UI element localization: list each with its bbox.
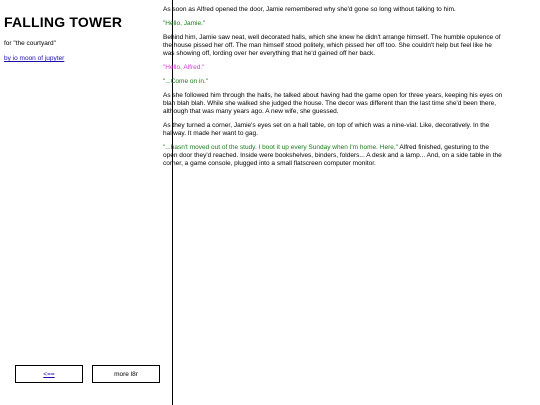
author-link[interactable]: by io moon of jupyter (4, 55, 65, 62)
story-paragraph: Behind him, Jamie saw neat, well decorated halls, which she knew he didn't arrange himself. The humble opulence of the house pissed her off. The man himself stood politely, which pissed her off too. She couldn't help but feel like he was showing off, lording over her everything that he'd gained off her back. (163, 34, 501, 57)
dialogue-line: "Hello, Alfred." (163, 64, 205, 71)
page-title: FALLING TOWER (4, 14, 123, 30)
dialogue-line: "...Come on in." (163, 78, 209, 85)
narration-text: Alfred finished, gesturing to the open door they'd reached. Inside were bookshelves, binders, folders... A desk and a lamp... And, on a side table in the corner, a game console, plugged into a small flatscreen computer monitor. (163, 144, 502, 167)
next-button[interactable]: more l8r (92, 365, 160, 383)
dedication-text: for "the courtyard" (4, 40, 56, 47)
story-paragraph: As she followed him through the halls, he talked about having had the game open for three years, keeping his eyes on blah blah blah. While she walked she judged the house. The decor was different than the last time she'd been there, although that was many years ago. A new wife, she guessed. (163, 92, 503, 115)
back-button[interactable]: <== (15, 365, 83, 383)
story-paragraph (163, 144, 503, 168)
dialogue-line: "Hello, Jamie." (163, 20, 206, 27)
story-text (163, 6, 503, 174)
story-paragraph: As they turned a corner, Jamie's eyes set on a hall table, on top of which was a nine-vial. Like, decoratively. In the hallway. It made her want to gag. (163, 122, 490, 137)
story-paragraph: As soon as Alfred opened the door, Jamie remembered why she'd gone so long without talking to him. (163, 6, 456, 13)
dialogue-line: "...hasn't moved out of the study. I boot it up every Sunday when I'm home. Here," (163, 144, 398, 151)
sidebar (0, 0, 172, 405)
